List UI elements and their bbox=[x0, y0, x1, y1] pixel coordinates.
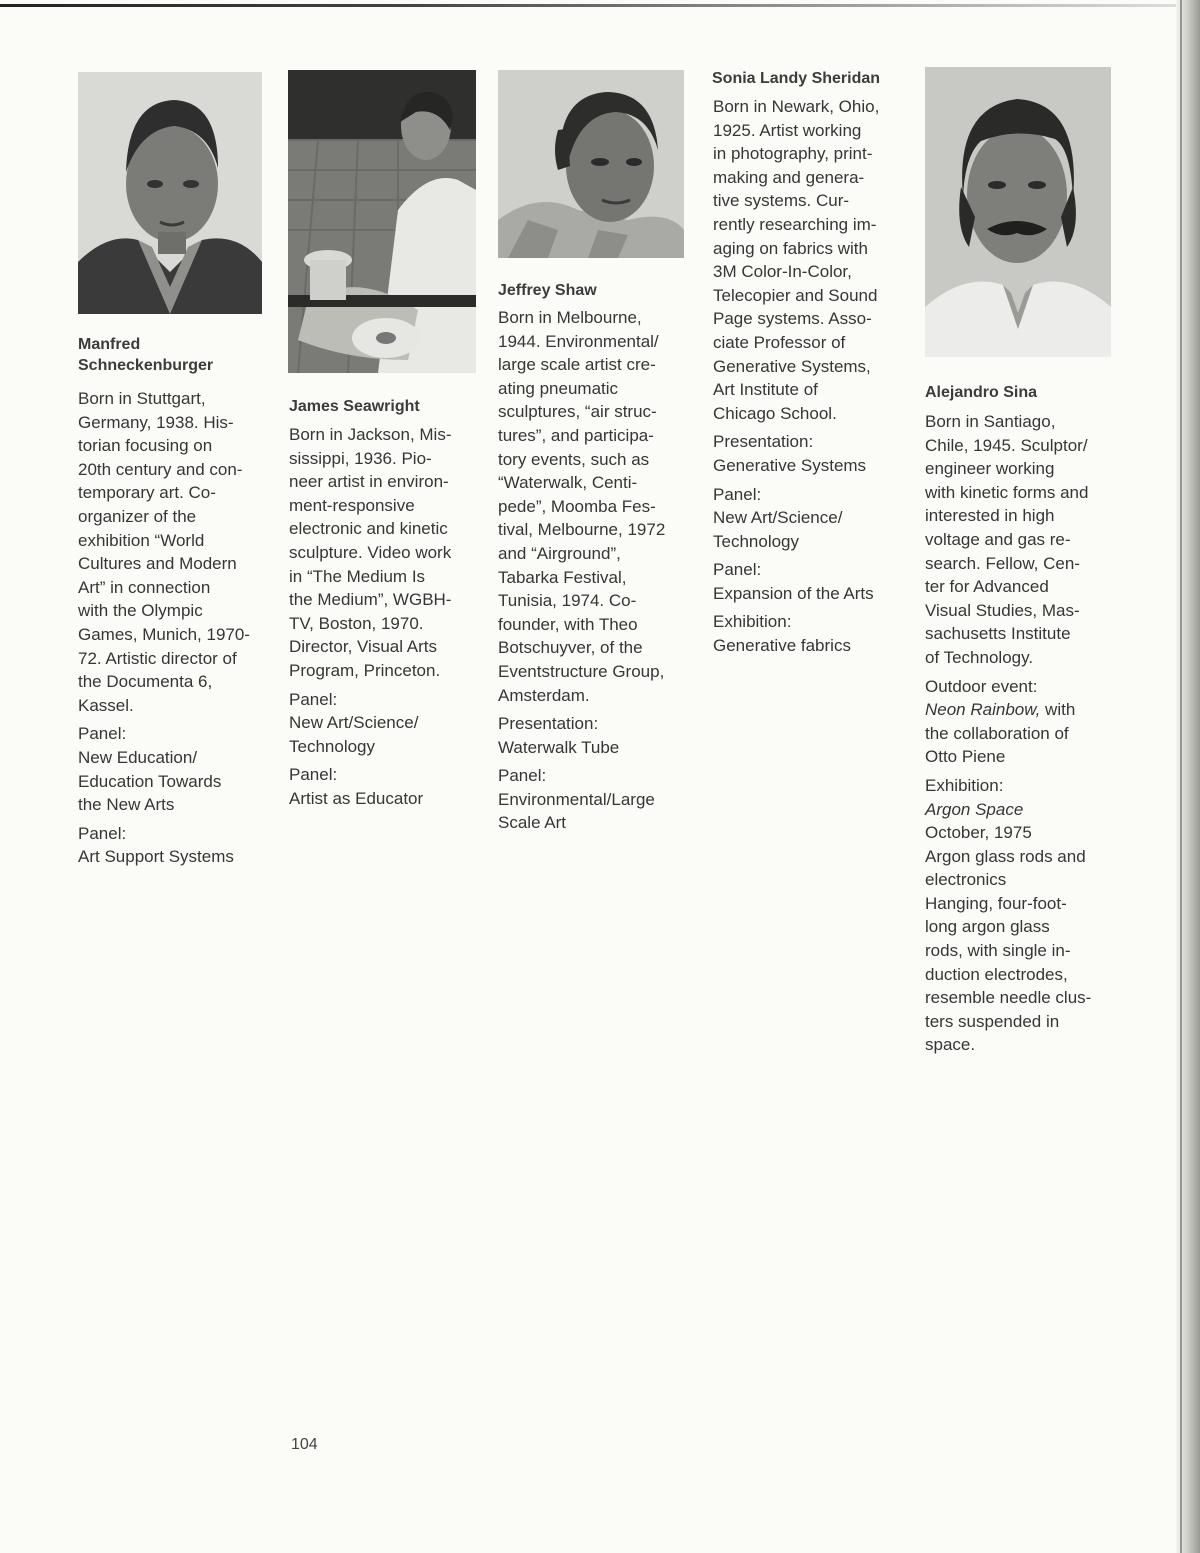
bio-alejandro-sina bbox=[925, 410, 1125, 1062]
photo-alejandro-sina bbox=[925, 67, 1111, 357]
name-manfred-schneckenburger: Manfred Schneckenburger bbox=[78, 336, 214, 374]
biography: Born in Jackson, Mis- sissippi, 1936. Pio- neer artist in environ- ment-responsive electronic and kinetic sculpture. Video work in “The Medium Is the Medium”, WGBH- TV, Boston, 1970. Director, Visual Arts Program, Princeton. bbox=[289, 425, 452, 680]
presentation-entry: Presentation: Waterwalk Tube bbox=[498, 714, 620, 757]
biography: Born in Newark, Ohio, 1925. Artist working in photography, print- making and genera- tive systems. Cur- rently researching im- aging on fabrics with 3M Color-In-Color, Telecopier and Sound Page systems. Asso- ciate Professor of Generative Systems, Art Institute of Chicago School. bbox=[713, 97, 880, 423]
bio-jeffrey-shaw bbox=[498, 306, 698, 840]
name-alejandro-sina: Alejandro Sina bbox=[925, 384, 1038, 401]
outdoor-event-title: Neon Rainbow, bbox=[925, 700, 1041, 720]
panel-entry: Panel: New Art/Science/ Technology bbox=[713, 484, 843, 551]
biography: Born in Stuttgart, Germany, 1938. His- torian focusing on 20th century and con- temporary art. Co- organizer of the exhibition “World Cultures and Modern Art” in connection with the Olympic Games, Munich, 1970- 72. Artistic director of the Documenta 6, Kassel. bbox=[78, 389, 250, 715]
bio-james-seawright bbox=[289, 423, 489, 816]
biography: Born in Santiago, Chile, 1945. Sculptor/ engineer working with kinetic forms and interested in high voltage and gas re- search. Fellow, Cen- ter for Advanced Visual Studies, Mas- sachusetts Institute of Technology. bbox=[925, 412, 1089, 667]
panel-entry: Panel: New Art/Science/ Technology bbox=[289, 689, 419, 756]
name-sonia-landy-sheridan: Sonia Landy Sheridan bbox=[712, 70, 881, 87]
panel-entry: Panel: New Education/ Education Towards the New Arts bbox=[78, 724, 222, 815]
page-number: 104 bbox=[291, 1436, 318, 1453]
bio-manfred-schneckenburger bbox=[78, 387, 268, 874]
biography: Born in Melbourne, 1944. Environmental/ large scale artist cre- ating pneumatic sculptures, “air struc- tures”, and participa- tory events, such as “Waterwalk, Centi- pede”, Moomba Fes- tival, Melbourne, 1972 and “Airground”, Tabarka Festival, Tunisia, 1974. Co- founder, with Theo Botschuyver, of the Eventstructure Group, Amsterdam. bbox=[498, 308, 666, 705]
outdoor-event-entry: Outdoor event: Neon Rainbow, with the collaboration of Otto Piene bbox=[925, 676, 1076, 767]
exhibition-entry: Exhibition: Generative fabrics bbox=[713, 612, 851, 656]
panel-entry: Panel: Environmental/Large Scale Art bbox=[498, 766, 655, 833]
photo-james-seawright bbox=[288, 70, 476, 373]
panel-entry: Panel: Artist as Educator bbox=[289, 765, 424, 808]
photo-manfred-schneckenburger bbox=[78, 72, 262, 314]
name-jeffrey-shaw: Jeffrey Shaw bbox=[498, 282, 597, 299]
panel-entry: Panel: Art Support Systems bbox=[78, 823, 234, 867]
panel-entry: Panel: Expansion of the Arts bbox=[713, 560, 874, 603]
name-james-seawright: James Seawright bbox=[289, 398, 420, 415]
presentation-entry: Presentation: Generative Systems bbox=[713, 432, 867, 475]
photo-jeffrey-shaw bbox=[498, 70, 684, 258]
page-edge-line bbox=[1180, 0, 1182, 1553]
bio-sonia-landy-sheridan bbox=[713, 95, 918, 663]
exhibition-entry: Exhibition: Argon Space October, 1975 Argon glass rods and electronics Hanging, four-foot- long argon glass rods, with single in- duction electrodes, resemble needle clus- ters suspended in space. bbox=[925, 774, 1125, 1057]
exhibition-title: Argon Space bbox=[925, 799, 1024, 819]
top-rule bbox=[0, 4, 1180, 7]
